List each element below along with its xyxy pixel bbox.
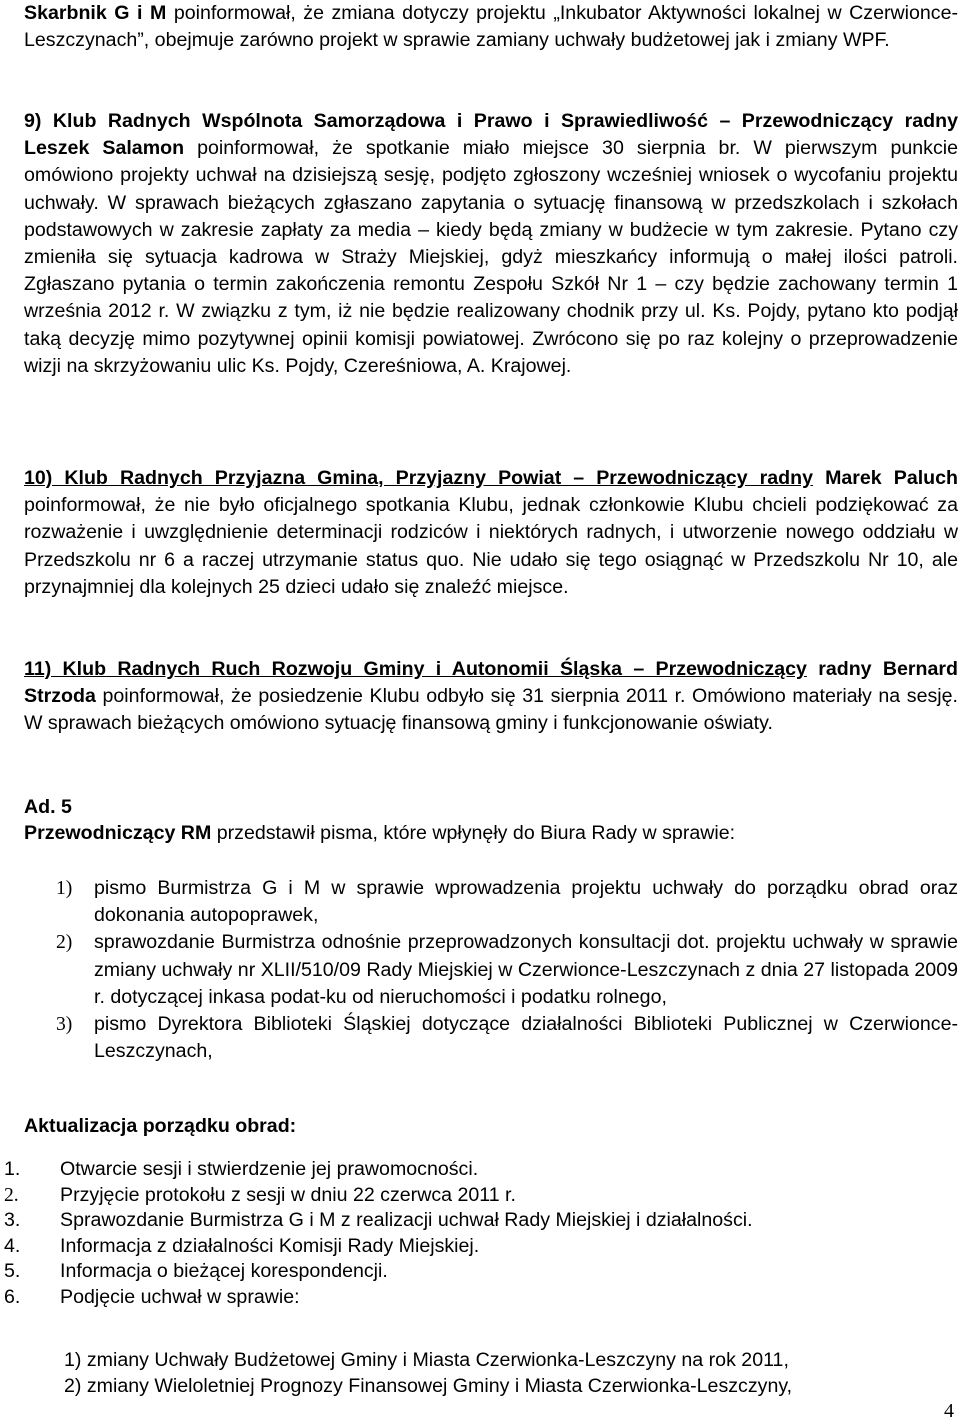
list-item-number: 3) [56,1014,73,1036]
agenda-item-text: Otwarcie sesji i stwierdzenie jej prawomocności. [60,1158,479,1180]
agenda-item-number: 3. [4,1209,21,1232]
paragraph-text: poinformował, że zmiana dotyczy projektu „Inkubator Aktywności lokalnej w Czerwionce-Leszczynach”, obejmuje zarówno projekt w sprawie zamiany uchwały budżetowej jak i zmiany WPF. [24,2,959,52]
list-item-number: 1) [56,878,73,899]
paragraph-text: poinformował, że spotkanie miało miejsce 30 sierpnia br. W pierwszym punkcie omówiono projekty uchwał na dzisiejszą sesję, podjęto zgłoszony wcześniej wniosek o wycofaniu projektu uchwały. W sprawach bieżących zgłaszano zapytania o sytuację finansową w przedszkolach i szkołach podstawowych w zakresie zapłaty za media – kiedy będą zmiany w budżecie w tym zakresie. Pytano czy zmieniła się sytuacja kadrowa w Straży Miejskiej, gdyż mieszkańcy informują o małej ilości patroli. Zgłaszano pytania o termin zakończenia remontu Zespołu Szkół Nr 1 – czy będzie zachowany termin 1 września 2012 r. W związku z tym, iż nie będzie realizowany chodnik przy ul. Ks. Pojdy, pytano kto podjął taką decyzję mimo pozytywnej opinii komisji powiatowej. Zwrócono się po raz kolejny o przeprowadzenie wizji na skrzyżowaniu ulic Ks. Pojdy, Czereśniowa, A. Krajowej. [24,137,959,377]
agenda-item [0,1183,958,1209]
section-heading-ad5: Ad. 5 [24,796,72,818]
agenda-item-number: 4. [4,1234,21,1257]
list-item-text: sprawozdanie Burmistrza odnośnie przeprowadzonych konsultacji dot. projektu uchwały w sprawie zmiany uchwały nr XLII/510/09 Rady Miejskiej w Czerwionce-Leszczynach z dnia 27 listopada 2009 r. dotyczącej inkasa podat-ku od nieruchomości i podatku rolnego, [94,931,958,1008]
list-item-number: 2) [56,932,73,954]
paragraph-lead-underlined: 10) Klub Radnych Przyjazna Gmina, Przyjazny Powiat – Przewodniczący radny [24,467,813,489]
paragraph-lead-name: Marek Paluch [825,467,958,489]
agenda-item-text: Informacja z działalności Komisji Rady Miejskiej. [60,1234,480,1257]
paragraph-text: poinformował, że posiedzenie Klubu odbyło się 31 sierpnia 2011 r. Omówiono materiały na sesję. W sprawach bieżących omówiono sytuację finansową gminy i funkcjonowanie oświaty. [24,685,958,735]
paragraph-klub-10 [24,465,958,601]
agenda-item-number: 6. [4,1285,21,1308]
paragraph-ad5 [24,820,958,847]
page-number: 4 [944,1400,954,1422]
list-item-text: pismo Burmistrza G i M w sprawie wprowadzenia projektu uchwały do porządku obrad oraz dokonania autopoprawek, [94,877,958,927]
agenda-item-number: 5. [4,1260,21,1283]
agenda-item-text: Sprawozdanie Burmistrza G i M z realizacji uchwał Rady Miejskiej i działalności. [60,1209,753,1232]
list-item [24,929,958,1011]
paragraph-text: przedstawił pisma, które wpłynęły do Biura Rady w sprawie: [211,822,736,844]
letters-list [24,875,958,1065]
agenda-item [0,1157,958,1183]
agenda-item-text: Podjęcie uchwał w sprawie: [60,1285,300,1308]
paragraph-lead: 9) Klub Radnych Wspólnota Samorządowa i Prawo i Sprawiedliwość – Przewodniczący radny Leszek Salamon [24,110,958,160]
paragraph-klub-9 [24,108,958,380]
paragraph-lead: Skarbnik G i M [24,2,167,24]
agenda-item-number: 1. [4,1158,21,1180]
list-item [24,875,958,929]
paragraph-text: poinformował, że nie było oficjalnego spotkania Klubu, jednak członkowie Klubu chcieli podziękować za rozważenie i uwzględnienie determinacji rodziców i niektórych radnych, i utworzenie nowego oddziału w Przedszkolu nr 6 a raczej utrzymanie status quo. Nie udało się tego osiągnąć w Przedszkolu Nr 10, ale przynajmniej dla kolejnych 25 dzieci udało się znaleźć miejsce. [24,494,958,598]
sublist-item: 1) zmiany Uchwały Budżetowej Gminy i Miasta Czerwionka-Leszczyny na rok 2011, [64,1349,789,1371]
agenda-item [0,1234,958,1260]
agenda-item [0,1285,958,1311]
list-item-text: pismo Dyrektora Biblioteki Śląskiej dotyczące działalności Biblioteki Publicznej w Czerwionce-Leszczynach, [94,1013,958,1063]
resolutions-sublist [64,1347,958,1399]
agenda-item-text: Informacja o bieżącej korespondencji. [60,1260,388,1283]
paragraph-lead: Przewodniczący RM [24,822,212,844]
paragraph-lead-underlined: 11) Klub Radnych Ruch Rozwoju Gminy i Autonomii Śląska – Przewodniczący [24,658,807,680]
agenda-item-number: 2. [4,1184,19,1206]
section-heading-aktualizacja: Aktualizacja porządku obrad: [24,1115,297,1137]
paragraph-klub-11 [24,656,958,738]
agenda-item [0,1259,958,1285]
paragraph-skarbnik [24,0,958,54]
agenda-item [0,1208,958,1234]
sublist-item: 2) zmiany Wieloletniej Prognozy Finansowej Gminy i Miasta Czerwionka-Leszczyny, [64,1375,793,1397]
list-item [24,1011,958,1065]
agenda-list [0,1157,958,1311]
agenda-item-text: Przyjęcie protokołu z sesji w dniu 22 czerwca 2011 r. [60,1183,516,1206]
paragraph-lead-name: radny Bernard Strzoda [24,658,958,708]
